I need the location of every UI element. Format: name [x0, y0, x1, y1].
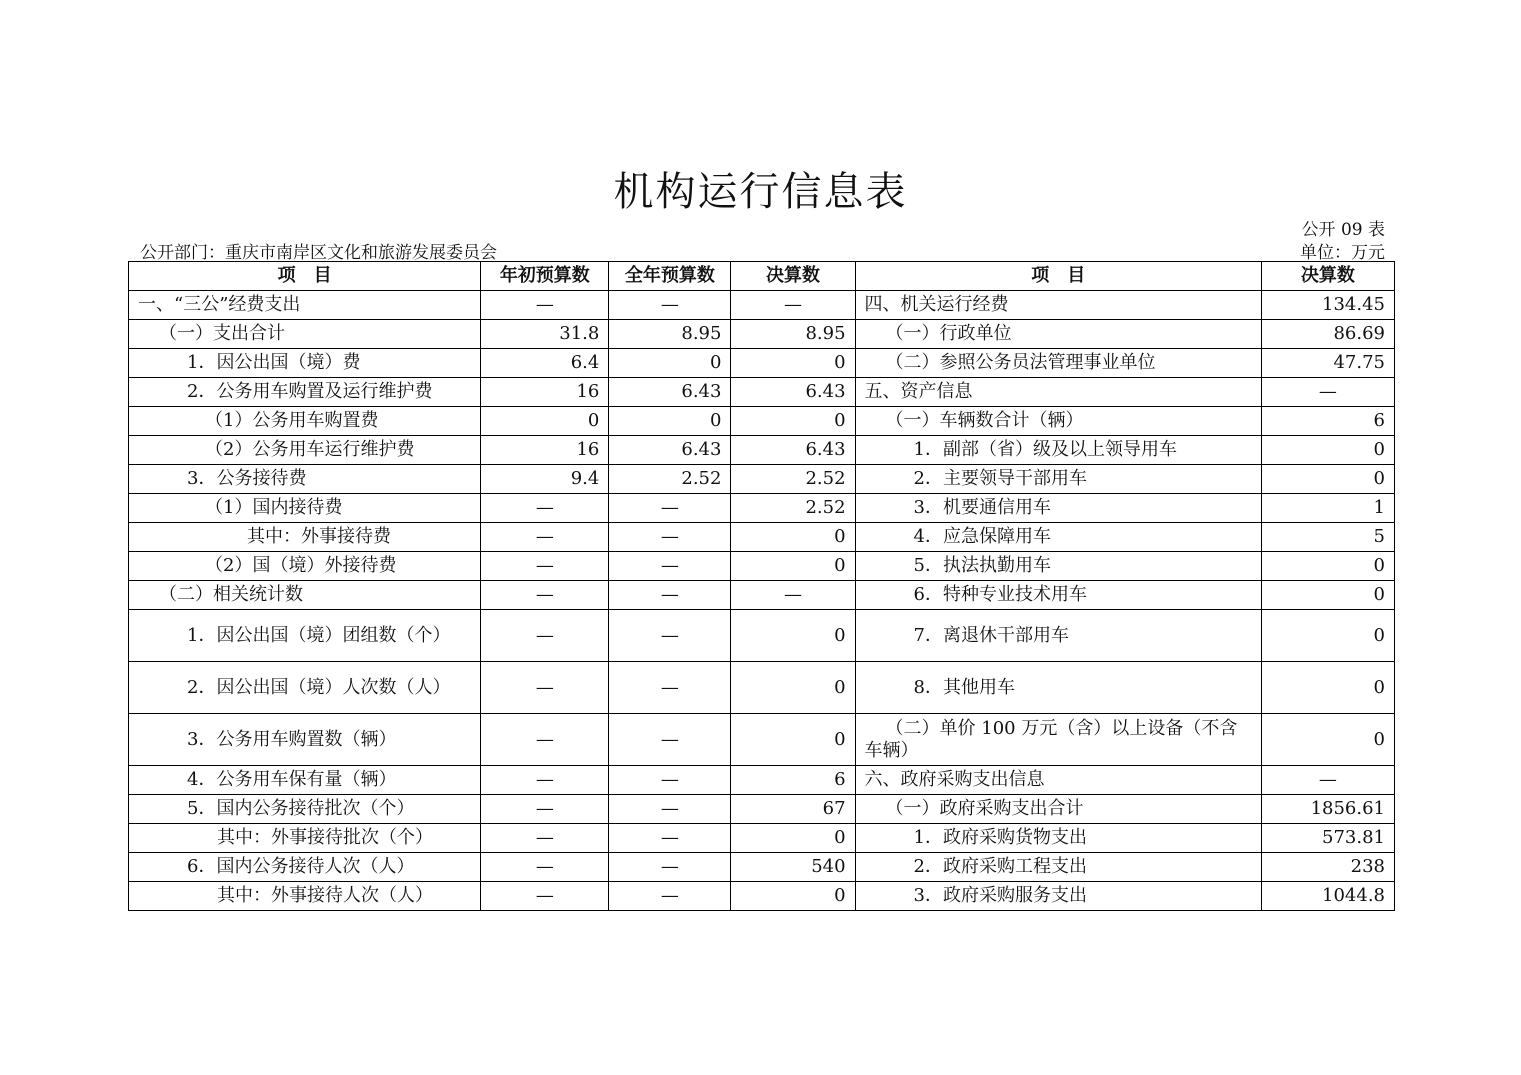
final-cell: 0: [731, 407, 855, 436]
table-row: [129, 378, 1395, 407]
table-row: [129, 714, 1395, 766]
annual-budget-cell: —: [609, 291, 731, 320]
left-item: 2．公务用车购置及运行维护费: [129, 378, 481, 407]
table-row: [129, 349, 1395, 378]
final-cell: 0: [731, 882, 855, 911]
right-item: 四、机关运行经费: [855, 291, 1261, 320]
right-item: 1．副部（省）级及以上领导用车: [855, 436, 1261, 465]
info-table: [128, 261, 1395, 911]
left-item: 6．国内公务接待人次（人）: [129, 853, 481, 882]
right-item: 3．机要通信用车: [855, 494, 1261, 523]
left-item: 其中：外事接待费: [129, 523, 481, 552]
department-label: 公开部门：重庆市南岸区文化和旅游发展委员会: [140, 243, 497, 263]
header-final-left: 决算数: [731, 262, 855, 291]
right-final-cell: 6: [1261, 407, 1394, 436]
final-cell: 6: [731, 766, 855, 795]
form-number: 公开 09 表: [1301, 220, 1385, 240]
final-cell: 6.43: [731, 436, 855, 465]
initial-budget-cell: —: [481, 581, 609, 610]
initial-budget-cell: —: [481, 610, 609, 662]
annual-budget-cell: 0: [609, 349, 731, 378]
header-initial-budget: 年初预算数: [481, 262, 609, 291]
final-cell: 540: [731, 853, 855, 882]
right-item: （二）单价 100 万元（含）以上设备（不含车辆）: [855, 714, 1261, 766]
table-row: [129, 494, 1395, 523]
annual-budget-cell: —: [609, 766, 731, 795]
final-cell: 0: [731, 552, 855, 581]
right-final-cell: 1044.8: [1261, 882, 1394, 911]
header-item-left: 项 目: [129, 262, 481, 291]
table-row: [129, 853, 1395, 882]
left-item: 4．公务用车保有量（辆）: [129, 766, 481, 795]
initial-budget-cell: —: [481, 291, 609, 320]
table-row: [129, 795, 1395, 824]
table-row: [129, 662, 1395, 714]
final-cell: 6.43: [731, 378, 855, 407]
table-row: [129, 436, 1395, 465]
right-final-cell: 573.81: [1261, 824, 1394, 853]
annual-budget-cell: —: [609, 714, 731, 766]
table-row: [129, 766, 1395, 795]
initial-budget-cell: 31.8: [481, 320, 609, 349]
right-item: （一）行政单位: [855, 320, 1261, 349]
annual-budget-cell: 6.43: [609, 378, 731, 407]
right-item: 7．离退休干部用车: [855, 610, 1261, 662]
initial-budget-cell: —: [481, 494, 609, 523]
left-item: 5．国内公务接待批次（个）: [129, 795, 481, 824]
annual-budget-cell: 2.52: [609, 465, 731, 494]
annual-budget-cell: —: [609, 610, 731, 662]
header-annual-budget: 全年预算数: [609, 262, 731, 291]
initial-budget-cell: —: [481, 853, 609, 882]
annual-budget-cell: 0: [609, 407, 731, 436]
final-cell: —: [731, 581, 855, 610]
right-item: 4．应急保障用车: [855, 523, 1261, 552]
annual-budget-cell: 8.95: [609, 320, 731, 349]
right-item: 5．执法执勤用车: [855, 552, 1261, 581]
right-final-cell: 47.75: [1261, 349, 1394, 378]
table-row: [129, 552, 1395, 581]
right-item: （一）车辆数合计（辆）: [855, 407, 1261, 436]
table-row: [129, 581, 1395, 610]
right-item: 6．特种专业技术用车: [855, 581, 1261, 610]
final-cell: 2.52: [731, 465, 855, 494]
right-final-cell: —: [1261, 766, 1394, 795]
final-cell: 0: [731, 349, 855, 378]
right-final-cell: 1: [1261, 494, 1394, 523]
annual-budget-cell: —: [609, 581, 731, 610]
annual-budget-cell: —: [609, 552, 731, 581]
annual-budget-cell: 6.43: [609, 436, 731, 465]
page-title: 机构运行信息表: [613, 169, 908, 215]
left-item: （2）国（境）外接待费: [129, 552, 481, 581]
unit-label: 单位：万元: [1300, 243, 1385, 263]
table-row: [129, 824, 1395, 853]
left-item: （二）相关统计数: [129, 581, 481, 610]
right-final-cell: 0: [1261, 436, 1394, 465]
right-final-cell: 134.45: [1261, 291, 1394, 320]
left-item: 其中：外事接待批次（个）: [129, 824, 481, 853]
left-item: 一、“三公”经费支出: [129, 291, 481, 320]
table-header-row: [129, 262, 1395, 291]
left-item: （1）国内接待费: [129, 494, 481, 523]
table-row: [129, 407, 1395, 436]
table-row: [129, 291, 1395, 320]
right-item: 2．主要领导干部用车: [855, 465, 1261, 494]
right-item: 1．政府采购货物支出: [855, 824, 1261, 853]
table-row: [129, 882, 1395, 911]
final-cell: 67: [731, 795, 855, 824]
initial-budget-cell: —: [481, 552, 609, 581]
initial-budget-cell: —: [481, 766, 609, 795]
initial-budget-cell: —: [481, 662, 609, 714]
header-final-right: 决算数: [1261, 262, 1394, 291]
initial-budget-cell: 16: [481, 378, 609, 407]
initial-budget-cell: —: [481, 795, 609, 824]
right-final-cell: —: [1261, 378, 1394, 407]
left-item: （一）支出合计: [129, 320, 481, 349]
right-final-cell: 0: [1261, 552, 1394, 581]
right-item: 2．政府采购工程支出: [855, 853, 1261, 882]
annual-budget-cell: —: [609, 882, 731, 911]
right-final-cell: 1856.61: [1261, 795, 1394, 824]
table-row: [129, 320, 1395, 349]
annual-budget-cell: —: [609, 795, 731, 824]
left-item: （2）公务用车运行维护费: [129, 436, 481, 465]
right-final-cell: 0: [1261, 465, 1394, 494]
left-item: 1．因公出国（境）费: [129, 349, 481, 378]
right-item: 五、资产信息: [855, 378, 1261, 407]
left-item: 其中：外事接待人次（人）: [129, 882, 481, 911]
initial-budget-cell: —: [481, 523, 609, 552]
final-cell: 8.95: [731, 320, 855, 349]
left-item: （1）公务用车购置费: [129, 407, 481, 436]
annual-budget-cell: —: [609, 494, 731, 523]
right-final-cell: 5: [1261, 523, 1394, 552]
initial-budget-cell: 9.4: [481, 465, 609, 494]
right-item: 3．政府采购服务支出: [855, 882, 1261, 911]
final-cell: 2.52: [731, 494, 855, 523]
left-item: 3．公务接待费: [129, 465, 481, 494]
initial-budget-cell: 6.4: [481, 349, 609, 378]
right-final-cell: 86.69: [1261, 320, 1394, 349]
header-item-right: 项 目: [855, 262, 1261, 291]
final-cell: 0: [731, 824, 855, 853]
right-item: （一）政府采购支出合计: [855, 795, 1261, 824]
right-final-cell: 238: [1261, 853, 1394, 882]
right-item: 8．其他用车: [855, 662, 1261, 714]
right-final-cell: 0: [1261, 581, 1394, 610]
annual-budget-cell: —: [609, 662, 731, 714]
final-cell: 0: [731, 610, 855, 662]
right-final-cell: 0: [1261, 662, 1394, 714]
right-final-cell: 0: [1261, 714, 1394, 766]
initial-budget-cell: 0: [481, 407, 609, 436]
annual-budget-cell: —: [609, 853, 731, 882]
final-cell: 0: [731, 523, 855, 552]
initial-budget-cell: —: [481, 714, 609, 766]
right-item: （二）参照公务员法管理事业单位: [855, 349, 1261, 378]
annual-budget-cell: —: [609, 523, 731, 552]
left-item: 3．公务用车购置数（辆）: [129, 714, 481, 766]
table-row: [129, 610, 1395, 662]
initial-budget-cell: 16: [481, 436, 609, 465]
final-cell: 0: [731, 662, 855, 714]
final-cell: —: [731, 291, 855, 320]
initial-budget-cell: —: [481, 824, 609, 853]
table-row: [129, 523, 1395, 552]
table-row: [129, 465, 1395, 494]
initial-budget-cell: —: [481, 882, 609, 911]
annual-budget-cell: —: [609, 824, 731, 853]
left-item: 2．因公出国（境）人次数（人）: [129, 662, 481, 714]
right-final-cell: 0: [1261, 610, 1394, 662]
final-cell: 0: [731, 714, 855, 766]
right-item: 六、政府采购支出信息: [855, 766, 1261, 795]
left-item: 1．因公出国（境）团组数（个）: [129, 610, 481, 662]
